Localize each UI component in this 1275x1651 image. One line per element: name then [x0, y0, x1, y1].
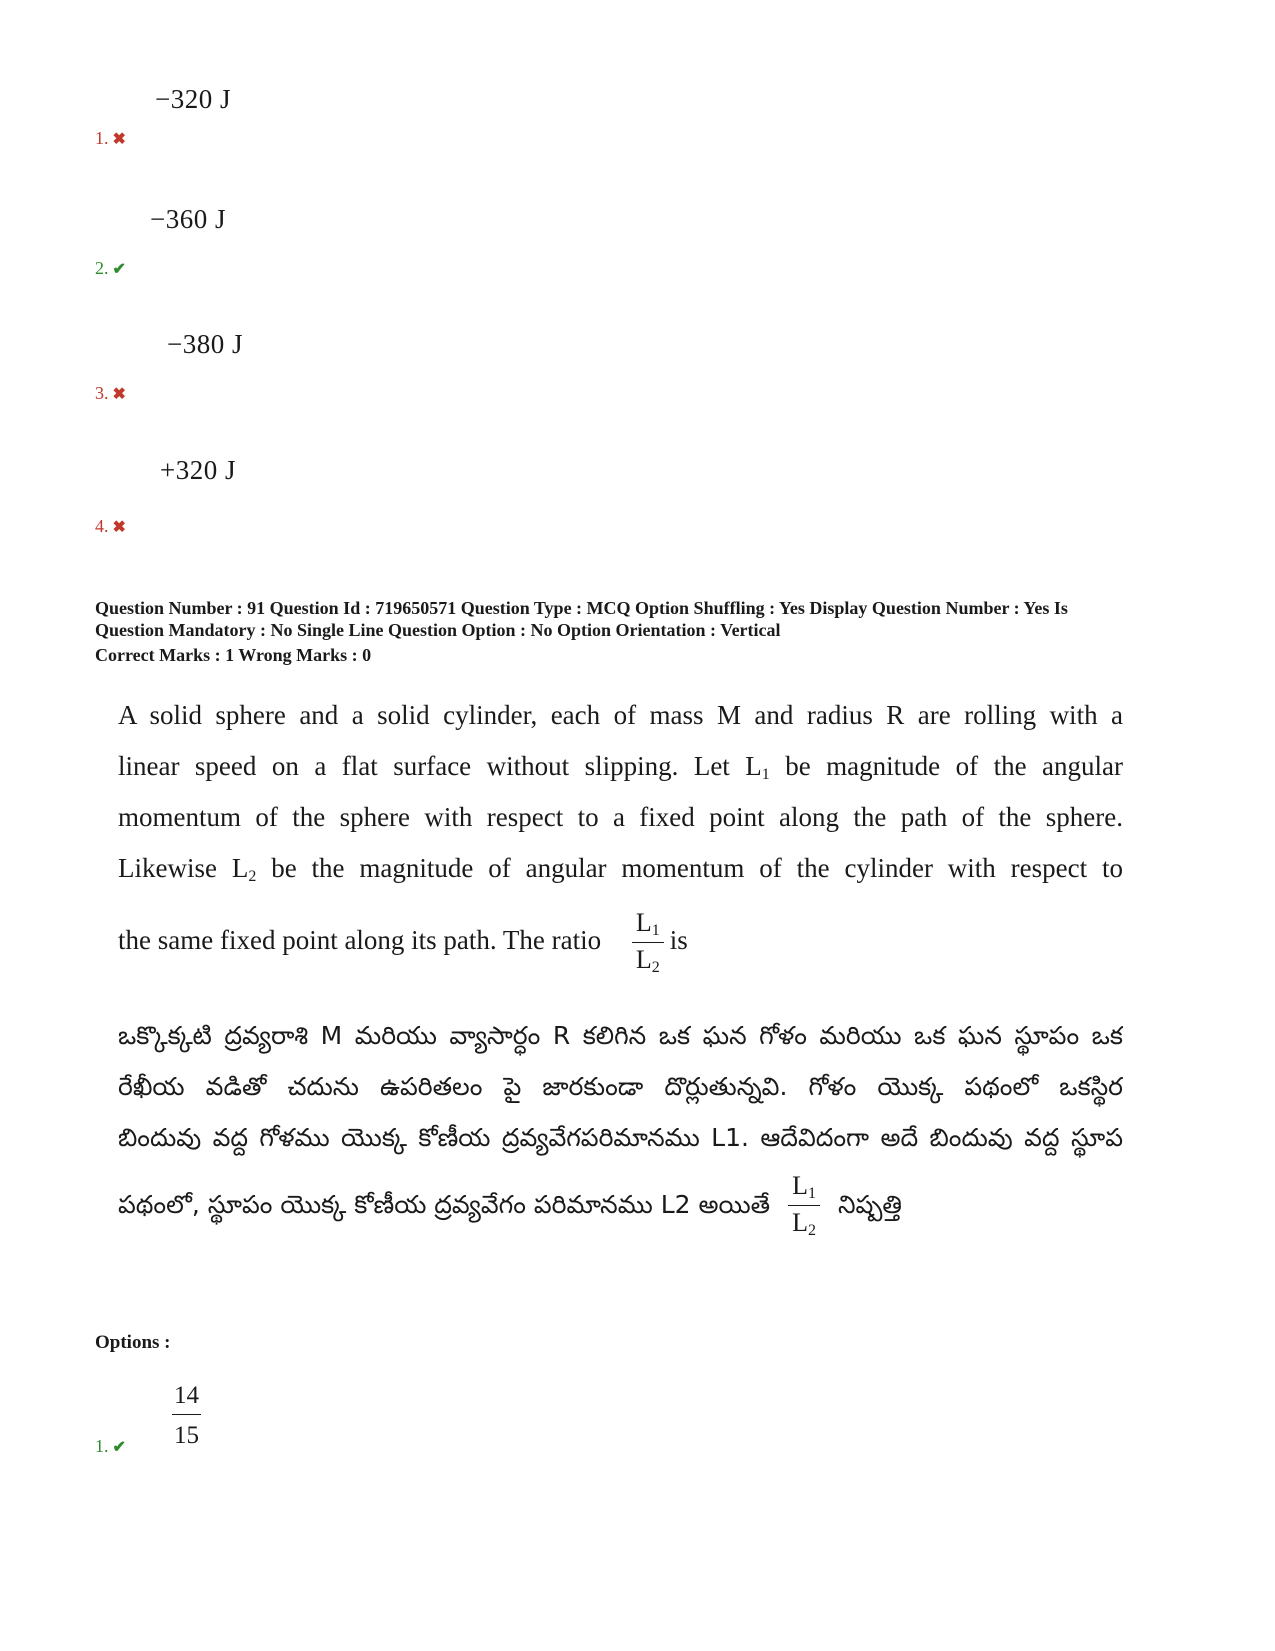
- option-number: 4. ✖: [95, 516, 126, 536]
- checkmark-icon: ✔: [112, 1439, 126, 1456]
- question-meta-line1: Question Number : 91 Question Id : 719650571 Question Type : MCQ Option Shuffling : Yes Display Question Number : Yes Is: [95, 598, 1068, 618]
- option-number: 1. ✖: [95, 128, 126, 148]
- question-meta-line2: Question Mandatory : No Single Line Question Option : No Option Orientation : Vertical: [95, 620, 781, 640]
- telugu-line: బిందువు వద్ద గోళము యొక్క కోణీయ ద్రవ్యవేగపరిమానము L1. ఆదేవిదంగా అదే బిందువు వద్ద స్థూప: [118, 1123, 1123, 1152]
- cross-icon: ✖: [112, 131, 126, 148]
- option-value: −320 J: [155, 84, 231, 114]
- question-text-telugu: [118, 1010, 1123, 1239]
- option-number: 3. ✖: [95, 383, 126, 403]
- option-number: 1. ✔: [95, 1436, 126, 1456]
- ratio-fraction: $\frac{L_1}{L_2}$: [632, 910, 664, 976]
- cross-icon: ✖: [112, 519, 126, 536]
- telugu-line: రేఖీయ వడితో చదును ఉపరితలం పై జారకుండా దొర్లుతున్నవి. గోళం యొక్క పథంలో ఒకస్థిర: [118, 1072, 1123, 1101]
- option-value: −380 J: [167, 329, 243, 359]
- question-line: A solid sphere and a solid cylinder, each of mass M and radius R are rolling with a: [118, 700, 1123, 730]
- option-fraction: $\frac{14}{15}$: [174, 1382, 199, 1449]
- question-text-english: [118, 690, 1123, 976]
- question-line: the same fixed point along its path. The ratio $\frac{L_1}{L_2}$ is: [118, 908, 688, 976]
- question-line: momentum of the sphere with respect to a fixed point along the path of the sphere.: [118, 802, 1123, 832]
- options-label: Options :: [95, 1332, 171, 1353]
- cross-icon: ✖: [112, 386, 126, 403]
- telugu-line: పథంలో, స్థూపం యొక్క కోణీయ ద్రవ్యవేగం పరిమానము L2 అయితే $\frac{L_1}{L_2}$ నిష్పత్తి: [118, 1171, 902, 1239]
- option-number: 2. ✔: [95, 258, 126, 278]
- question-line: linear speed on a flat surface without slipping. Let $L_1$ be magnitude of the angular: [118, 751, 1123, 783]
- ratio-fraction: $\frac{L_1}{L_2}$: [788, 1173, 820, 1239]
- option-value: +320 J: [160, 455, 236, 485]
- checkmark-icon: ✔: [112, 261, 126, 278]
- question-marks: Correct Marks : 1 Wrong Marks : 0: [95, 645, 372, 665]
- question-line: Likewise $L_2$ be the magnitude of angular momentum of the cylinder with respect to: [118, 853, 1123, 885]
- telugu-line: ఒక్కొక్కటి ద్రవ్యరాశి M మరియు వ్యాసార్ధం R కలిగిన ఒక ఘన గోళం మరియు ఒక ఘన స్థూపం ఒక: [118, 1021, 1123, 1050]
- question-meta: [95, 597, 1195, 666]
- option-value: −360 J: [150, 204, 226, 234]
